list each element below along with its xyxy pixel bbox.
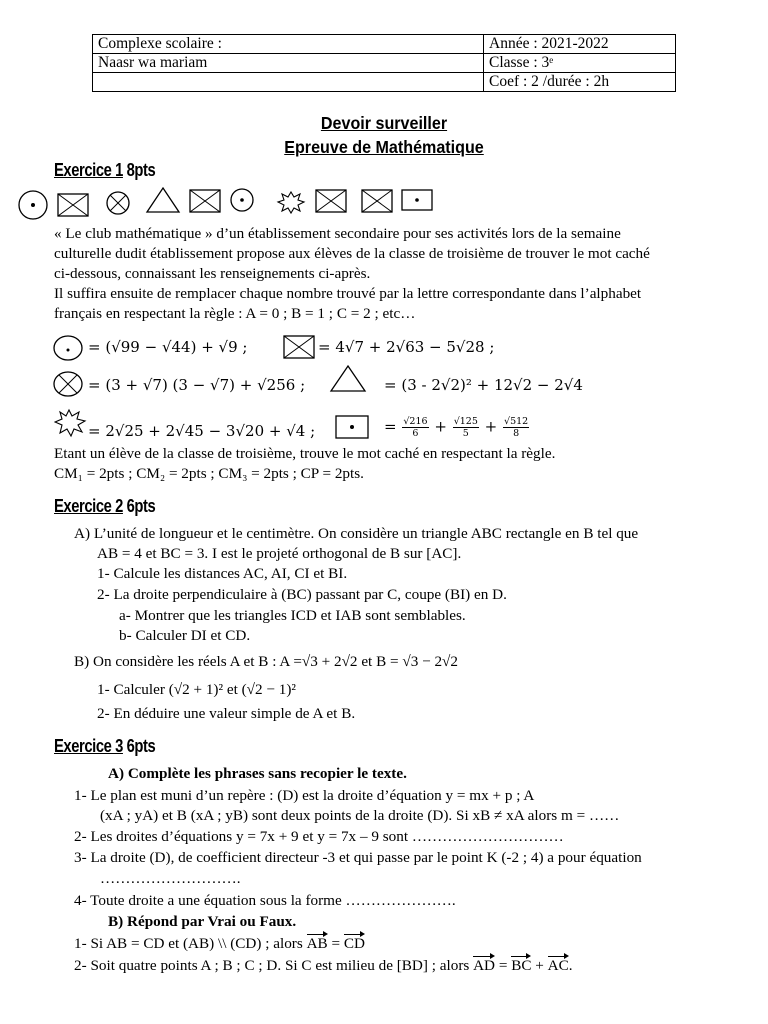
- ex2-a-line2: AB = 4 et BC = 3. I est le projeté orthogonal de B sur [AC].: [97, 545, 462, 562]
- ex1-text-line6: Etant un élève de la classe de troisième, trouve le mot caché en respectant la règle.: [54, 445, 556, 462]
- equation-starburst: = 2√25 + 2√45 − 3√20 + √4 ;: [88, 422, 316, 440]
- fraction-1: [402, 416, 428, 439]
- hidden-word-symbols: [16, 186, 436, 222]
- equals-sign: =: [384, 417, 397, 436]
- ex3-a-line6: 4- Toute droite a une équation sous la forme ………………….: [74, 892, 456, 909]
- equals-sign: =: [327, 935, 344, 952]
- exercise-1-heading: [54, 160, 155, 181]
- school-name: Naasr wa mariam: [93, 54, 484, 73]
- crossed-circle-icon: [52, 369, 86, 399]
- ex2-a-q2b: b- Calculer DI et CD.: [119, 627, 251, 644]
- equation-dotted-box: [384, 416, 530, 439]
- exercise-1-points: 8pts: [122, 160, 156, 180]
- coef-duration: Coef : 2 /durée : 2h: [484, 73, 676, 92]
- exercise-2-heading: [54, 496, 155, 517]
- denominator: 5: [462, 428, 469, 439]
- ex1-text-line1: « Le club mathématique » d’un établissement secondaire pour ses activités lors de la semaine: [54, 225, 621, 242]
- crossed-box-icon: [362, 190, 392, 212]
- crossed-box-icon: [58, 194, 88, 216]
- exercise-1-label: Exercice 1: [54, 160, 123, 180]
- ex2-b-q1: 1- Calculer (√2 + 1)² et (√2 − 1)²: [97, 681, 296, 698]
- exercise-3-label: Exercice 3: [54, 736, 123, 756]
- ex1-text-line2: culturelle dudit établissement propose aux élèves de la classe de troisième de trouver le mot caché: [54, 245, 650, 262]
- crossed-box-icon: [282, 334, 316, 360]
- equation-crossed-box: = 4√7 + 2√63 − 5√28 ;: [318, 338, 495, 356]
- equation-crossed-circle: = (3 + √7) (3 − √7) + √256 ;: [88, 376, 306, 394]
- ex3-a-line4: 3- La droite (D), de coefficient directeur -3 et qui passe par le point K (-2 ; 4) a pour équation: [74, 849, 642, 866]
- ex2-a-q1: 1- Calcule les distances AC, AI, CI et BI.: [97, 565, 348, 582]
- vector-ad: AD: [473, 957, 496, 974]
- year: Année : 2021-2022: [484, 35, 676, 54]
- denominator: 8: [513, 428, 520, 439]
- ex1-text-line4: Il suffira ensuite de remplacer chaque nombre trouvé par la lettre correspondante dans l’alphabet: [54, 285, 642, 302]
- vector-cd: CD: [343, 935, 365, 952]
- header-table: [92, 34, 676, 92]
- ex1-text-line3: ci-dessous, connaissant les renseignements ci-après.: [54, 265, 371, 282]
- dotted-box-icon: [334, 414, 370, 440]
- crossed-box-icon: [190, 190, 220, 212]
- ex2-a-line1: A) L’unité de longueur et le centimètre. On considère un triangle ABC rectangle en B tel que: [74, 525, 639, 542]
- ex2-b-q2: 2- En déduire une valeur simple de A et B.: [97, 705, 356, 722]
- ex3-a-line3: 2- Les droites d’équations y = 7x + 9 et y = 7x – 9 sont …………………………: [74, 828, 564, 845]
- ex2-a-q2a: a- Montrer que les triangles ICD et IAB sont semblables.: [119, 607, 466, 624]
- ex3-part-a-title: A) Complète les phrases sans recopier le texte.: [108, 765, 407, 782]
- title-epreuve: Epreuve de Mathématique: [284, 137, 484, 157]
- dotted-box-icon: [402, 190, 432, 210]
- title-devoir: Devoir surveiller: [320, 113, 448, 133]
- statement-text: 2- Soit quatre points A ; B ; C ; D. Si C est milieu de [BD] ; alors: [74, 957, 474, 974]
- ex3-a-line5: ……………………….: [100, 870, 241, 887]
- exercise-3-heading: [54, 736, 155, 757]
- triangle-icon: [328, 364, 368, 394]
- ex1-grading: CM₁ = 2pts ; CM₂ = 2pts ; CM₃ = 2pts ; CP = 2pts.: [54, 465, 364, 482]
- circle-dot-icon: [19, 191, 47, 219]
- crossed-circle-icon: [107, 192, 129, 214]
- starburst-icon: [54, 408, 88, 438]
- exercise-2-points: 6pts: [122, 496, 156, 516]
- equation-triangle: = (3 - 2√2)² + 12√2 − 2√4: [384, 376, 583, 394]
- fraction-3: [503, 416, 529, 439]
- ex3-b-line2: [74, 956, 573, 976]
- vector-ac: AC: [547, 957, 569, 974]
- numerator: √125: [453, 416, 478, 427]
- ex3-part-b-title: B) Répond par Vrai ou Faux.: [108, 913, 297, 930]
- triangle-icon: [147, 188, 179, 212]
- crossed-box-icon: [316, 190, 346, 212]
- equation-circle-dot: = (√99 − √44) + √9 ;: [88, 338, 248, 356]
- ex3-b-line1: [74, 934, 365, 954]
- plus-sign: +: [531, 957, 548, 974]
- vector-bc: BC: [511, 957, 532, 974]
- circle-dot-icon: [231, 189, 253, 211]
- ex3-a-line1: 1- Le plan est muni d’un repère : (D) est la droite d’équation y = mx + p ; A: [74, 787, 535, 804]
- empty-cell: [93, 73, 484, 92]
- ex2-a-q2: 2- La droite perpendiculaire à (BC) passant par C, coupe (BI) en D.: [97, 586, 507, 603]
- ex1-text-line5: français en respectant la règle : A = 0 ; B = 1 ; C = 2 ; etc…: [54, 305, 416, 322]
- exercise-2-label: Exercice 2: [54, 496, 123, 516]
- starburst-icon: [278, 192, 304, 213]
- denominator: 6: [412, 428, 419, 439]
- ex3-a-line2: (xA ; yA) et B (xA ; yB) sont deux points de la droite (D). Si xB ≠ xA alors m = ……: [100, 807, 620, 824]
- class: Classe : 3ᵉ: [484, 54, 676, 73]
- ex2-b-line1: B) On considère les réels A et B : A =√3 + 2√2 et B = √3 − 2√2: [74, 653, 458, 670]
- vector-ab: AB: [306, 935, 328, 952]
- statement-text: 1- Si AB = CD et (AB) \\ (CD) ; alors: [74, 935, 307, 952]
- numerator: √512: [504, 416, 529, 427]
- circle-dot-icon: [52, 334, 86, 362]
- period: .: [568, 957, 573, 974]
- exercise-3-points: 6pts: [122, 736, 156, 756]
- school-label: Complexe scolaire :: [93, 35, 484, 54]
- plus-sign: +: [484, 417, 498, 436]
- numerator: √216: [403, 416, 428, 427]
- plus-sign: +: [434, 417, 447, 436]
- equals-sign: =: [495, 957, 512, 974]
- fraction-2: [453, 416, 479, 439]
